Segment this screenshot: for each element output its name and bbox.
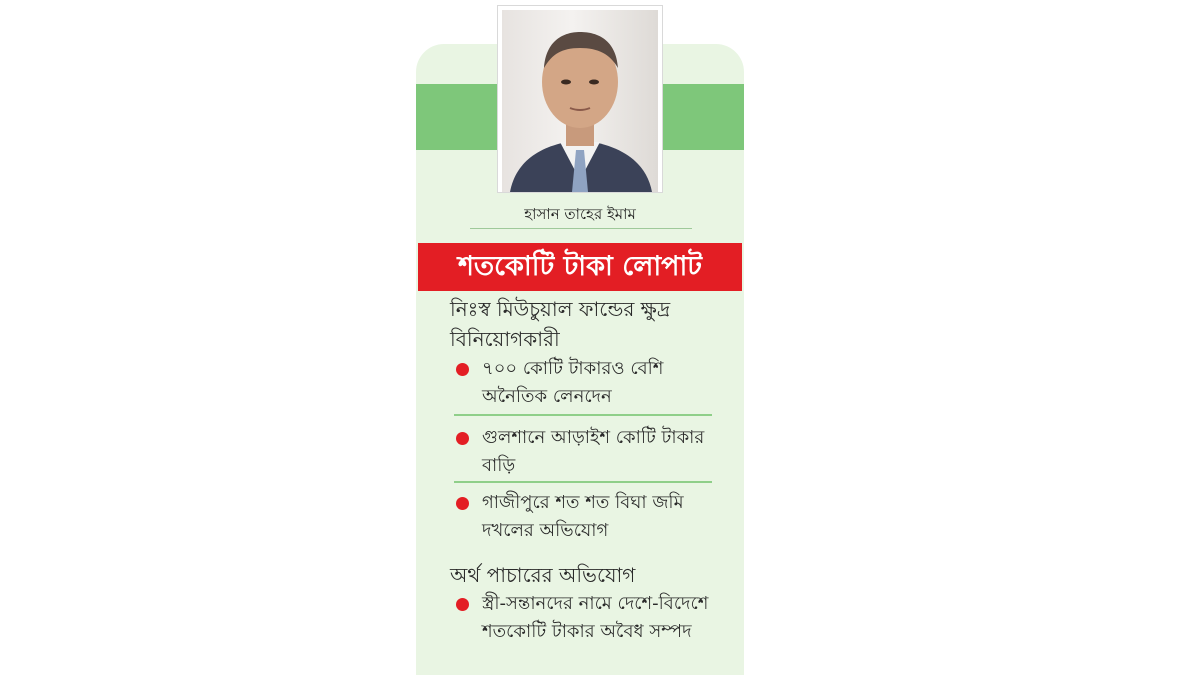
bullet-dot-icon (456, 497, 469, 510)
portrait-photo (502, 10, 658, 192)
bullet-dot-icon (456, 432, 469, 445)
list-item-text: স্ত্রী-সন্তানদের নামে দেশে-বিদেশে শতকোটি টাকার অবৈধ সম্পদ (482, 593, 709, 642)
portrait-illustration (502, 10, 658, 192)
caption-divider (470, 228, 692, 229)
section-heading-investors: নিঃস্ব মিউচুয়াল ফান্ডের ক্ষুদ্র বিনিয়োগকারী (450, 297, 671, 351)
list-item (456, 424, 716, 480)
list-divider (454, 414, 712, 416)
list-item-text: ৭০০ কোটি টাকারও বেশি অনৈতিক লেনদেন (482, 358, 664, 407)
headline-banner: শতকোটি টাকা লোপাট (418, 243, 742, 291)
portrait-caption: হাসান তাহের ইমাম (524, 205, 636, 223)
bullet-dot-icon (456, 598, 469, 611)
list-item (456, 489, 716, 545)
list-item-text: গাজীপুরে শত শত বিঘা জমি দখলের অভিযোগ (482, 492, 684, 541)
list-item (456, 590, 716, 646)
portrait-frame (498, 6, 662, 192)
list-item (456, 355, 716, 411)
bullet-dot-icon (456, 363, 469, 376)
section-heading-money-laundering: অর্থ পাচারের অভিযোগ (450, 563, 636, 587)
list-divider (454, 481, 712, 483)
list-item-text: গুলশানে আড়াইশ কোটি টাকার বাড়ি (482, 427, 705, 476)
